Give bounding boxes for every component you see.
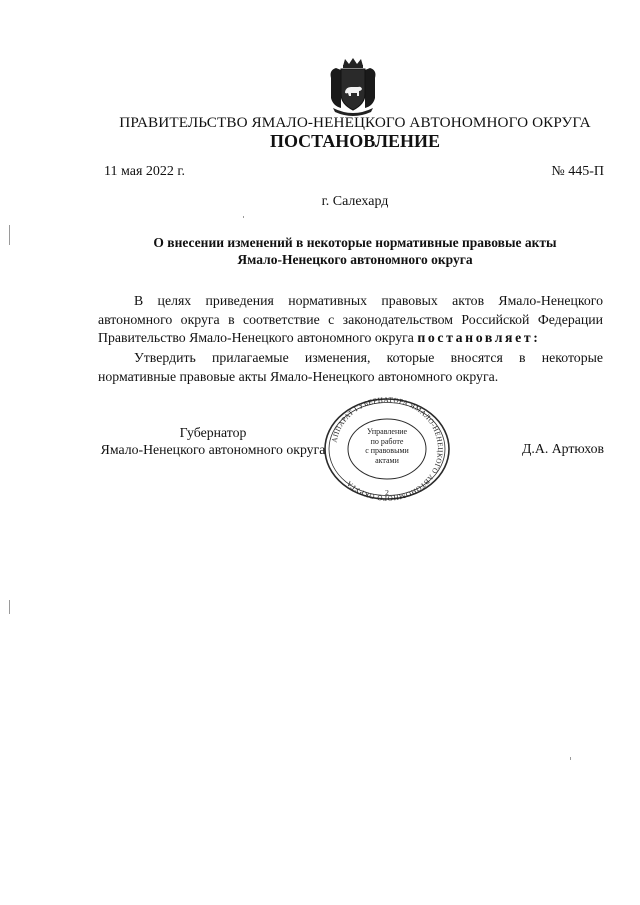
paragraph-2-text: Утвердить прилагаемые изменения, которые вносятся в некоторые нормативные правовые акты Ямало-Ненецкого автономного округа. (98, 350, 603, 384)
scan-speck (570, 757, 571, 760)
stamp-center-line-1: Управление (366, 427, 408, 436)
scan-speck (243, 216, 244, 218)
government-title: ПРАВИТЕЛЬСТВО ЯМАЛО-НЕНЕЦКОГО АВТОНОМНОГО ОКРУГА (119, 114, 591, 131)
signatory-name: Д.А. Артюхов (522, 441, 604, 456)
subject-line-1: О внесении изменений в некоторые нормативные правовые акты (153, 235, 557, 250)
stamp-center-line-2: по работе (370, 436, 404, 446)
document-type-title: ПОСТАНОВЛЕНИЕ (269, 131, 441, 151)
stamp-center-text (342, 427, 432, 465)
stamp-number: 2 (385, 488, 389, 497)
document-city: г. Салехард (321, 194, 389, 209)
scan-speck (9, 225, 10, 245)
signatory-title (98, 424, 328, 458)
document-subject (60, 235, 640, 268)
signatory-title-line-2: Ямало-Ненецкого автономного округа (100, 442, 326, 457)
body-paragraph-2 (98, 349, 603, 386)
scan-speck (9, 600, 10, 614)
subject-line-2: Ямало-Ненецкого автономного округа (237, 251, 473, 267)
stamp-ring-text: АППАРАТ ГУБЕРНАТОРА ЯМАЛО-НЕНЕЦКОГО АВТОНОМНОГО ОКРУГА (330, 396, 445, 502)
document-date: 11 мая 2022 г. (104, 164, 186, 179)
paragraph-1-text: В целях приведения нормативных правовых актов Ямало-Ненецкого автономного округа в соответствие с законодательством Российской Федерации Правительство Ямало-Ненецкого автономного округа (98, 293, 603, 345)
signatory-title-line-1: Губернатор (179, 425, 247, 440)
stamp-center-line-4: актами (375, 455, 399, 465)
stamp-center-line-3: с правовыми (365, 446, 409, 455)
coat-of-arms-emblem (327, 56, 379, 118)
document-number: № 445-П (551, 164, 604, 179)
body-paragraph-1 (98, 292, 603, 348)
resolves-emphasis: постановляет: (417, 330, 541, 345)
